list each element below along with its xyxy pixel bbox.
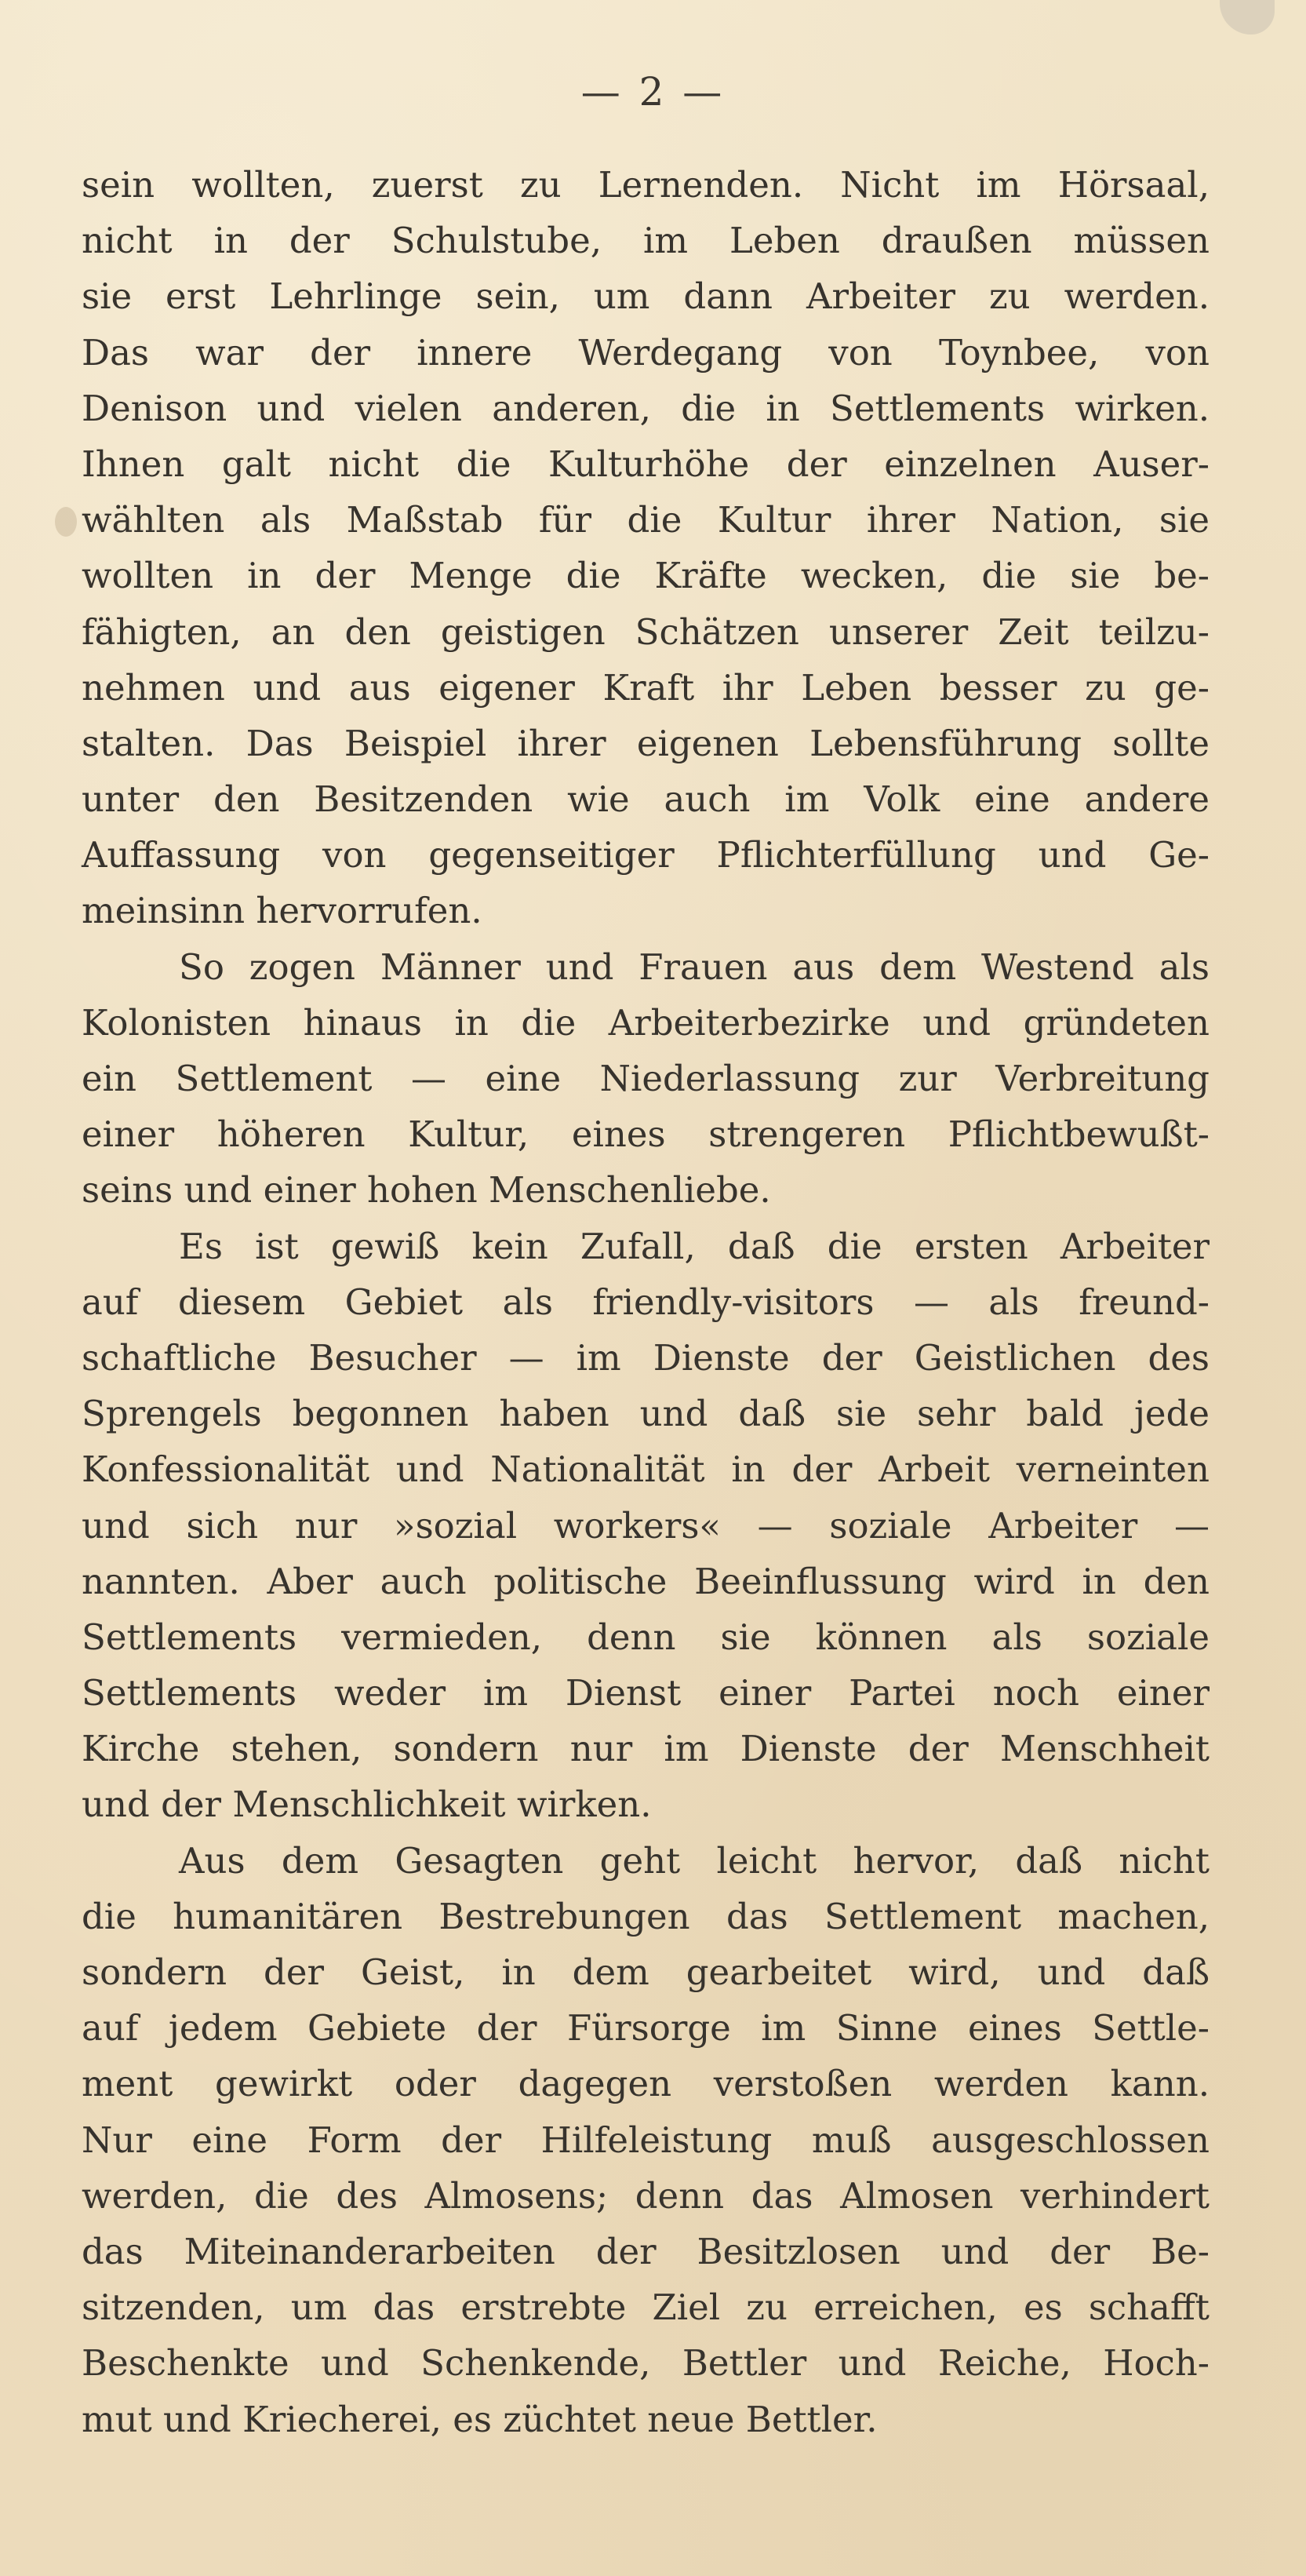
text-line: wollten in der Menge die Kräfte wecken, die sie be- (82, 555, 1210, 597)
text-line: werden, die des Almosens; denn das Almosen verhindert (82, 2174, 1210, 2217)
text-line: sondern der Geist, in dem gearbeitet wird, und daß (82, 1951, 1210, 1993)
text-line: Auffassung von gegenseitiger Pflichterfüllung und Ge- (82, 834, 1210, 876)
text-line: sie erst Lehrlinge sein, um dann Arbeiter zu werden. (82, 275, 1210, 318)
text-line: Settlements vermieden, denn sie können als soziale (82, 1616, 1210, 1658)
body-text (82, 157, 1210, 2447)
text-line: nicht in der Schulstube, im Leben draußen müssen (82, 220, 1210, 262)
text-line: Aus dem Gesagten geht leicht hervor, daß nicht (179, 1839, 1210, 1882)
paragraph-1 (82, 157, 1210, 939)
text-line: stalten. Das Beispiel ihrer eigenen Lebensführung sollte (82, 722, 1210, 764)
text-line: Nur eine Form der Hilfeleistung muß ausgeschlossen (82, 2119, 1210, 2161)
text-line: wählten als Maßstab für die Kultur ihrer Nation, sie (82, 499, 1210, 541)
paragraph-2 (82, 939, 1210, 1219)
text-line: die humanitären Bestrebungen das Settlement machen, (82, 1895, 1210, 1937)
text-line: Kirche stehen, sondern nur im Dienste der Menschheit (82, 1728, 1210, 1770)
text-line: Ihnen galt nicht die Kulturhöhe der einzelnen Auser- (82, 443, 1210, 485)
text-line: seins und einer hohen Menschenliebe. (82, 1169, 771, 1211)
text-line: sitzenden, um das erstrebte Ziel zu erreichen, es schafft (82, 2286, 1210, 2329)
text-line: nannten. Aber auch politische Beeinflussung wird in den (82, 1560, 1210, 1602)
text-line: auf jedem Gebiete der Fürsorge im Sinne eines Settle- (82, 2007, 1210, 2050)
text-line: das Miteinanderarbeiten der Besitzlosen und der Be- (82, 2230, 1210, 2272)
text-line: Sprengels begonnen haben und daß sie sehr bald jede (82, 1393, 1210, 1435)
text-line: Kolonisten hinaus in die Arbeiterbezirke und gründeten (82, 1001, 1210, 1044)
text-line: Es ist gewiß kein Zufall, daß die ersten Arbeiter (179, 1225, 1210, 1267)
paper-stain (55, 507, 77, 537)
text-line: Denison und vielen anderen, die in Settlements wirken. (82, 387, 1210, 429)
text-line: Beschenkte und Schenkende, Bettler und Reiche, Hoch- (82, 2342, 1210, 2385)
text-line: Das war der innere Werdegang von Toynbee, von (82, 331, 1210, 373)
text-line: sein wollten, zuerst zu Lernenden. Nicht im Hörsaal, (82, 164, 1210, 206)
page-number: — 2 — (580, 69, 726, 115)
text-line: und der Menschlichkeit wirken. (82, 1784, 652, 1826)
text-line: einer höheren Kultur, eines strengeren Pflichtbewußt- (82, 1113, 1210, 1156)
text-line: ein Settlement — eine Niederlassung zur Verbreitung (82, 1058, 1210, 1099)
text-line: nehmen und aus eigener Kraft ihr Leben besser zu ge- (82, 666, 1210, 709)
text-line: meinsinn hervorrufen. (82, 890, 482, 932)
text-line: und sich nur »sozial workers« — soziale Arbeiter — (82, 1504, 1210, 1547)
paper-corner-blemish (1220, 0, 1275, 35)
text-line: auf diesem Gebiet als friendly-visitors — als freund- (82, 1281, 1210, 1323)
text-line: Konfessionalität und Nationalität in der Arbeit verneinten (82, 1448, 1210, 1491)
paragraph-4 (82, 1833, 1210, 2447)
text-line: unter den Besitzenden wie auch im Volk eine andere (82, 778, 1210, 821)
paragraph-3 (82, 1219, 1210, 1833)
text-line: fähigten, an den geistigen Schätzen unserer Zeit teilzu- (82, 610, 1210, 653)
text-line: Settlements weder im Dienst einer Partei noch einer (82, 1672, 1210, 1714)
text-line: ment gewirkt oder dagegen verstoßen werden kann. (82, 2063, 1210, 2105)
text-line: mut und Kriecherei, es züchtet neue Bettler. (82, 2398, 878, 2440)
text-line: So zogen Männer und Frauen aus dem Westend als (179, 946, 1210, 988)
text-line: schaftliche Besucher — im Dienste der Geistlichen des (82, 1336, 1210, 1379)
